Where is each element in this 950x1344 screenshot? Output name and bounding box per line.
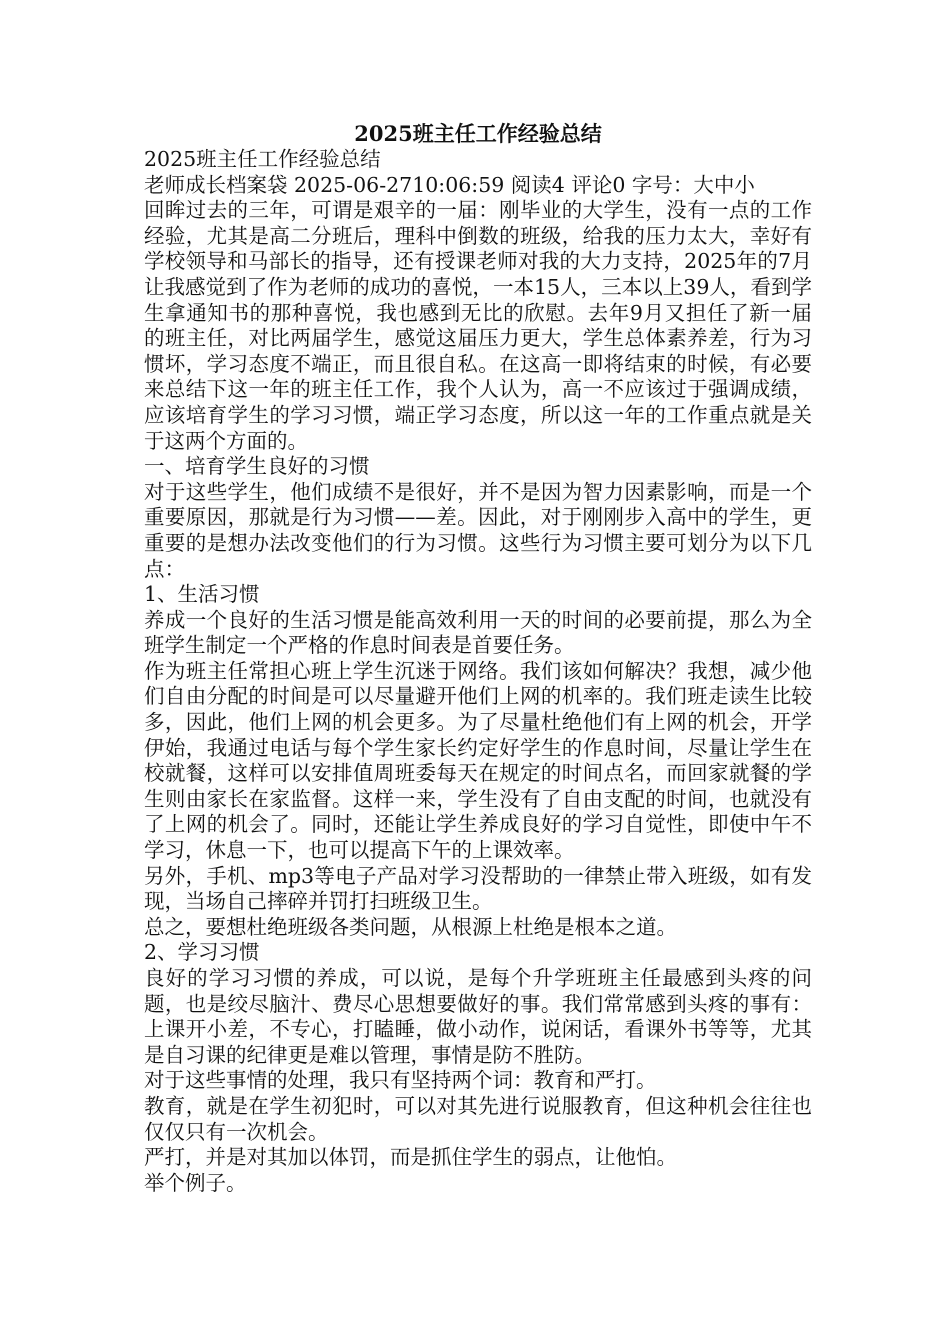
section-heading-habits: 一、培育学生良好的习惯 — [144, 454, 370, 479]
body-paragraph: 对于这些学生，他们成绩不是很好，并不是因为智力因素影响，而是一个重要原因，那就是行为习惯——差。因此，对于刚刚步入高中的学生，更重要的是想办法改变他们的行为习惯。这些行为习惯主要可划分为以下几点： — [144, 479, 812, 581]
subheading-study-habits: 2、学习习惯 — [144, 940, 260, 965]
meta-line: 老师成长档案袋 2025-06-2710:06:59 阅读4 评论0 字号：大中小 — [144, 172, 755, 197]
body-paragraph: 总之，要想杜绝班级各类问题，从根源上杜绝是根本之道。 — [144, 914, 677, 939]
body-paragraph: 另外，手机、mp3等电子产品对学习没帮助的一律禁止带入班级，如有发现，当场自己摔碎并罚打扫班级卫生。 — [144, 863, 812, 914]
subtitle-paragraph: 2025班主任工作经验总结 — [144, 147, 381, 171]
document-title: 2025班主任工作经验总结 — [354, 121, 602, 146]
body-paragraph: 养成一个良好的生活习惯是能高效利用一天的时间的必要前提，那么为全班学生制定一个严格的作息时间表是首要任务。 — [144, 607, 812, 658]
body-paragraph: 教育，就是在学生初犯时，可以对其先进行说服教育，但这种机会往往也仅仅只有一次机会。 — [144, 1093, 812, 1144]
body-paragraph: 良好的学习习惯的养成，可以说，是每个升学班班主任最感到头疼的问题，也是绞尽脑汁、费尽心思想要做好的事。我们常常感到头疼的事有：上课开小差，不专心，打瞌睡，做小动作，说闲话，看课外书等等，尤其是自习课的纪律更是难以管理，事情是防不胜防。 — [144, 966, 812, 1067]
body-paragraph: 作为班主任常担心班上学生沉迷于网络。我们该如何解决？我想，减少他们自由分配的时间是可以尽量避开他们上网的机率的。我们班走读生比较多，因此，他们上网的机会更多。为了尽量杜绝他们有上网的机会，开学伊始，我通过电话与每个学生家长约定好学生的作息时间，尽量让学生在校就餐，这样可以安排值周班委每天在规定的时间点名，而回家就餐的学生则由家长在家监督。这样一来，学生没有了自由支配的时间，也就没有了上网的机会了。同时，还能让学生养成良好的学习自觉性，即使中午不学习，休息一下，也可以提高下午的上课效率。 — [144, 658, 812, 863]
subheading-life-habits: 1、生活习惯 — [144, 582, 260, 607]
body-paragraph: 举个例子。 — [144, 1170, 247, 1195]
document-body — [144, 121, 812, 1196]
body-paragraph: 对于这些事情的处理，我只有坚持两个词：教育和严打。 — [144, 1068, 657, 1093]
body-paragraph: 严打，并是对其加以体罚，而是抓住学生的弱点，让他怕。 — [144, 1145, 677, 1170]
intro-paragraph: 回眸过去的三年，可谓是艰辛的一届：刚毕业的大学生，没有一点的工作经验，尤其是高二分班后，理科中倒数的班级，给我的压力太大，幸好有学校领导和马部长的指导，还有授课老师对我的大力支持，2025年的7月让我感觉到了作为老师的成功的喜悦，一本15人，三本以上39人，看到学生拿通知书的那种喜悦，我也感到无比的欣慰。去年9月又担任了新一届的班主任，对比两届学生，感觉这届压力更大，学生总体素养差，行为习惯坏，学习态度不端正，而且很自私。在这高一即将结束的时候，有必要来总结下这一年的班主任工作，我个人认为，高一不应该过于强调成绩，应该培育学生的学习习惯，端正学习态度，所以这一年的工作重点就是关于这两个方面的。 — [144, 198, 812, 453]
